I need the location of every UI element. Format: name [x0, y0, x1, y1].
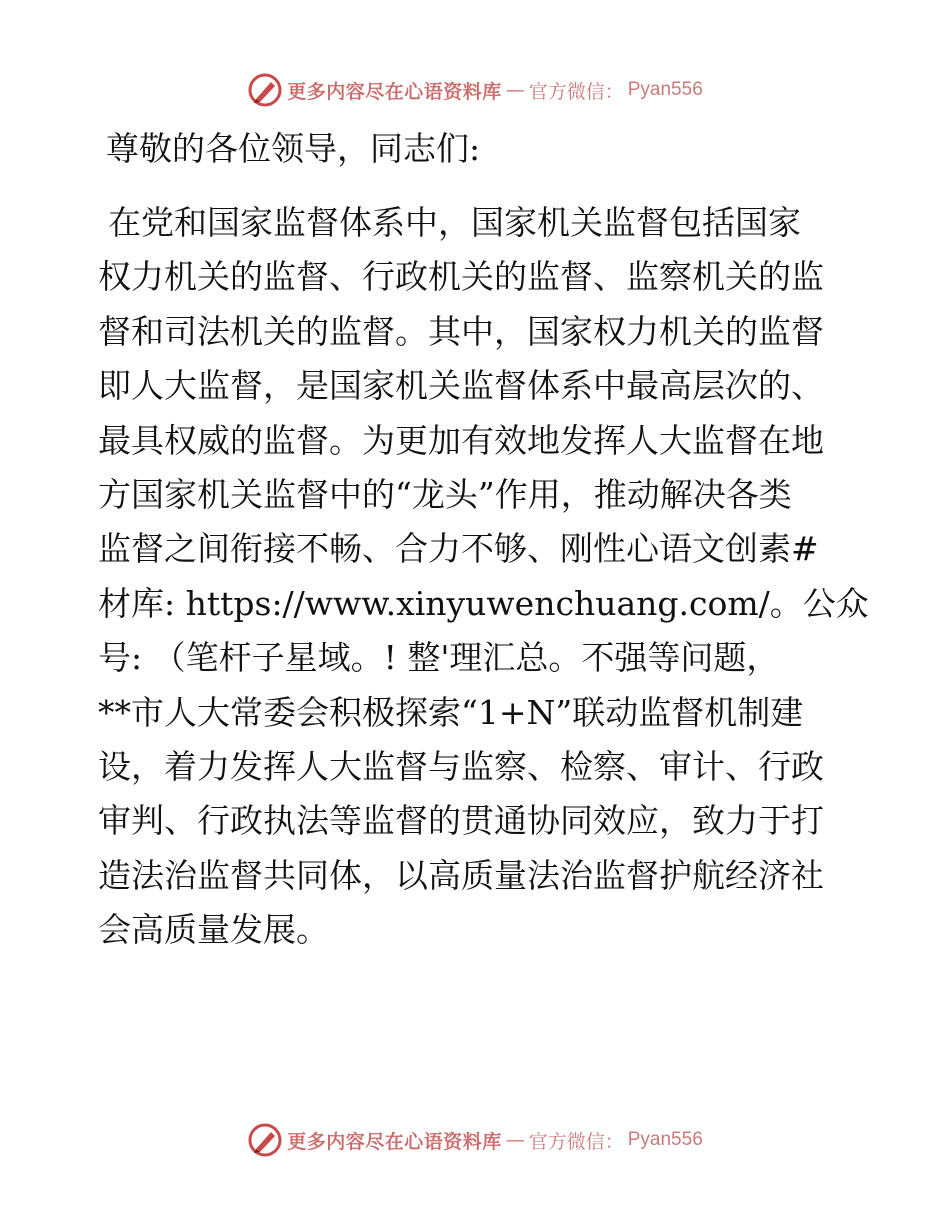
paragraph-line: 督和司法机关的监督。其中，国家权力机关的监督 — [98, 311, 824, 351]
pen-logo-icon — [247, 1122, 283, 1158]
paragraph-line: 材库: https://www.xinyuwenchuang.com/。公众 — [98, 583, 869, 623]
paragraph-line: 方国家机关监督中的“龙头”作用，推动解决各类 — [98, 474, 792, 514]
paragraph-line: **市人大常委会积极探索“1+N”联动监督机制建 — [98, 692, 804, 732]
banner-wechat-id: Pyan556 — [627, 1129, 703, 1150]
banner-wechat-label: 官方微信： — [528, 1130, 624, 1153]
paragraph-line: 会高质量发展。 — [98, 910, 329, 950]
banner-text: 更多内容尽在心语资料库 — [287, 80, 502, 103]
banner-wechat-label: 官方微信： — [528, 80, 624, 103]
paragraph-line: 号: （笔杆子星域。! 整'理汇总。不强等问题， — [98, 638, 780, 678]
salutation: 尊敬的各位领导，同志们: — [106, 129, 481, 168]
banner-text: 更多内容尽在心语资料库 — [287, 1130, 502, 1153]
pen-logo-icon — [247, 72, 283, 108]
header-banner — [0, 70, 950, 110]
footer-banner — [0, 1120, 950, 1160]
paragraph-line: 即人大监督，是国家机关监督体系中最高层次的、 — [98, 366, 824, 406]
banner-separator: — — [505, 79, 525, 101]
banner-wechat-id: Pyan556 — [627, 79, 703, 100]
paragraph-line: 在党和国家监督体系中，国家机关监督包括国家 — [108, 203, 801, 242]
body-paragraph — [98, 196, 869, 957]
paragraph-line: 权力机关的监督、行政机关的监督、监察机关的监 — [98, 257, 824, 297]
paragraph-line: 最具权威的监督。为更加有效地发挥人大监督在地 — [98, 420, 824, 460]
paragraph-line: 审判、行政执法等监督的贯通协同效应，致力于打 — [98, 801, 824, 841]
paragraph-line: 监督之间衔接不畅、合力不够、刚性心语文创素# — [98, 529, 819, 569]
paragraph-line: 设，着力发挥人大监督与监察、检察、审计、行政 — [98, 746, 824, 786]
banner-separator: — — [505, 1129, 525, 1151]
paragraph-line: 造法治监督共同体，以高质量法治监督护航经济社 — [98, 855, 824, 895]
